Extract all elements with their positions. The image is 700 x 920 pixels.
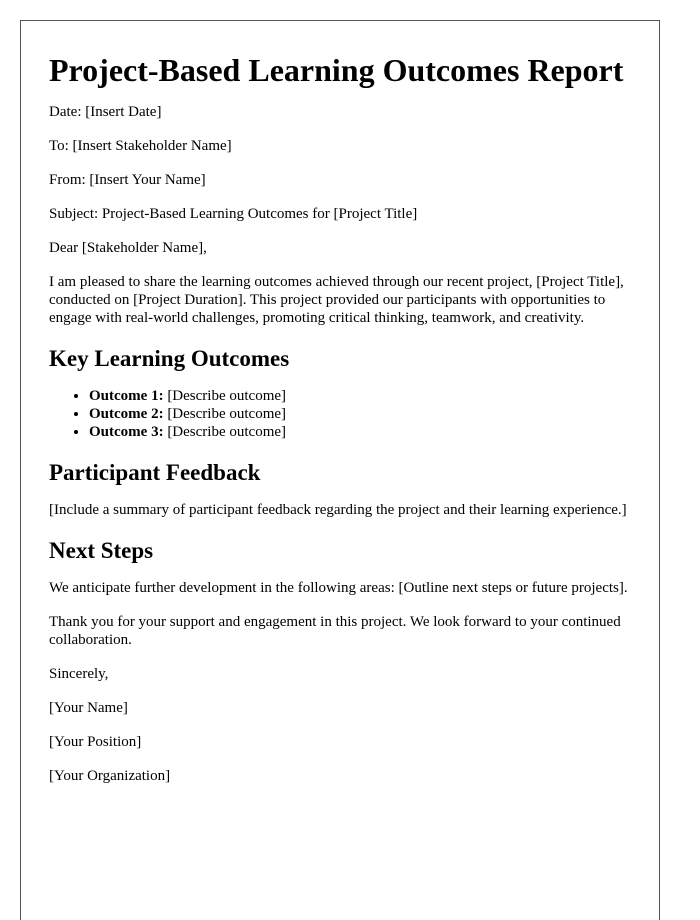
list-item: [89, 405, 631, 423]
signature-organization: [Your Organization]: [49, 768, 171, 784]
outcome-text: [Describe outcome]: [163, 388, 287, 404]
letter-page: [20, 20, 660, 920]
outcome-label: Outcome 2:: [89, 406, 164, 422]
outcome-label: Outcome 1:: [89, 388, 164, 404]
signature-name: [Your Name]: [49, 700, 128, 716]
list-item: [89, 387, 631, 405]
outcome-text: [Describe outcome]: [163, 406, 287, 422]
next-steps-heading: Next Steps: [49, 538, 154, 563]
date-line: Date: [Insert Date]: [49, 104, 162, 120]
from-line: From: [Insert Your Name]: [49, 172, 206, 188]
feedback-heading: Participant Feedback: [49, 460, 261, 485]
next-steps-paragraph: We anticipate further development in the following areas: [Outline next steps or future projects].: [49, 580, 628, 596]
page-title: Project-Based Learning Outcomes Report: [49, 52, 624, 88]
outcome-label: Outcome 3:: [89, 424, 164, 440]
list-item: [89, 423, 631, 441]
subject-line: Subject: Project-Based Learning Outcomes for [Project Title]: [49, 206, 418, 222]
intro-paragraph: I am pleased to share the learning outcomes achieved through our recent project, [Project Title], conducted on [Project Duration]. This project provided our participants with opportunities to engage with real-world challenges, promoting critical thinking, teamwork, and creativity.: [49, 274, 624, 326]
signature-position: [Your Position]: [49, 734, 142, 750]
signoff: Sincerely,: [49, 666, 109, 682]
to-line: To: [Insert Stakeholder Name]: [49, 138, 232, 154]
thanks-paragraph: Thank you for your support and engagement in this project. We look forward to your continued collaboration.: [49, 614, 621, 648]
outcomes-heading: Key Learning Outcomes: [49, 346, 290, 371]
feedback-paragraph: [Include a summary of participant feedback regarding the project and their learning experience.]: [49, 502, 627, 518]
outcomes-list: [49, 387, 631, 441]
outcome-text: [Describe outcome]: [163, 424, 287, 440]
salutation: Dear [Stakeholder Name],: [49, 240, 207, 256]
